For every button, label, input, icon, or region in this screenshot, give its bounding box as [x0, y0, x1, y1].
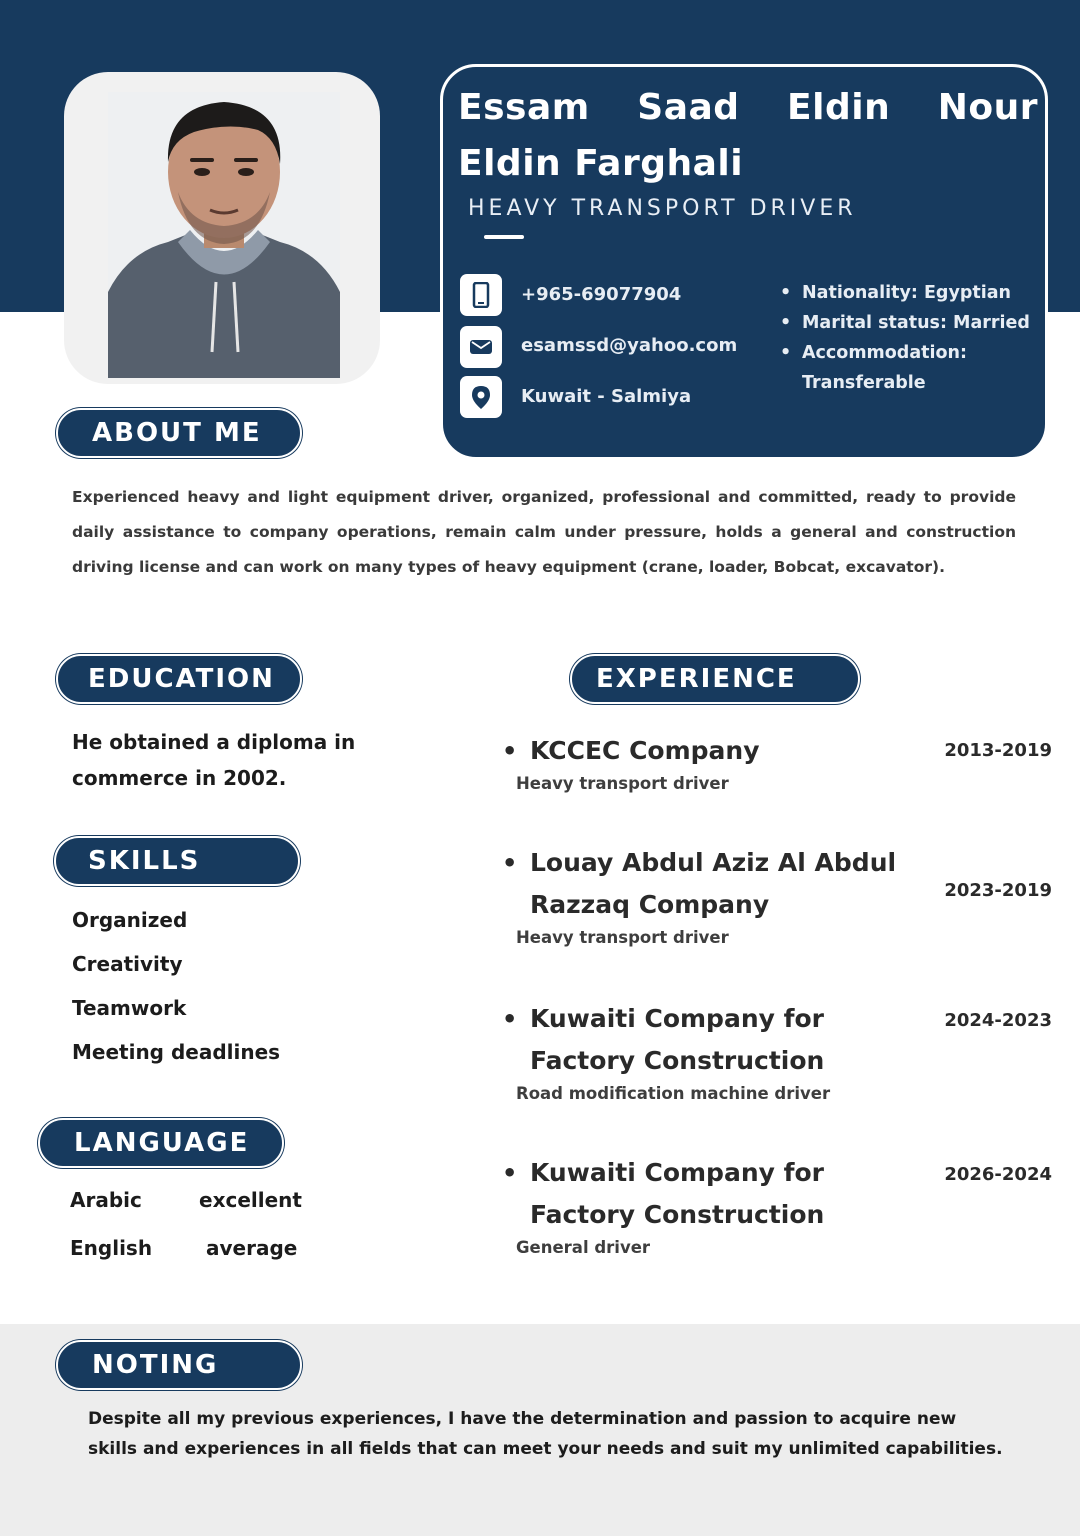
- detail-accommodation: • Accommodation: Transferable: [780, 338, 1050, 398]
- profile-photo: [108, 92, 340, 378]
- job-dates: 2026-2024: [944, 1164, 1052, 1185]
- candidate-name: Essam Saad Eldin Nour Eldin Farghali: [458, 87, 1038, 184]
- job-title: HEAVY TRANSPORT DRIVER: [468, 196, 857, 221]
- detail-marital-status: • Marital status: Married: [780, 308, 1050, 338]
- skills-list: [72, 898, 280, 1074]
- language-name: Arabic: [70, 1188, 142, 1212]
- job-dates: 2024-2023: [944, 1010, 1052, 1031]
- job-role: Heavy transport driver: [516, 774, 729, 793]
- profile-photo-frame: [64, 72, 380, 384]
- skill-item: Teamwork: [72, 996, 187, 1020]
- experience-item: [502, 998, 1062, 1103]
- job-role: Road modification machine driver: [516, 1084, 831, 1103]
- detail-nationality: • Nationality: Egyptian: [780, 278, 1050, 308]
- mail-icon: [460, 326, 502, 368]
- language-level: average: [206, 1236, 298, 1260]
- phone-number[interactable]: +965-69077904: [521, 284, 682, 305]
- skills-heading: SKILLS: [54, 836, 300, 886]
- phone-icon: [460, 274, 502, 316]
- email-address[interactable]: esamssd@yahoo.com: [521, 335, 738, 356]
- language-name: English: [70, 1236, 153, 1260]
- job-company: • Kuwaiti Company for Factory Construction: [502, 998, 910, 1082]
- noting-text: Despite all my previous experiences, I have the determination and passion to acquire new skills and experiences in all fields that can meet your needs and suit my unlimited capabilities.: [88, 1409, 1003, 1459]
- skill-item: Organized: [72, 908, 188, 932]
- job-dates: 2023-2019: [944, 880, 1052, 901]
- job-company: • Kuwaiti Company for Factory Construction: [502, 1152, 910, 1236]
- about-heading: ABOUT ME: [56, 408, 302, 458]
- language-level: excellent: [199, 1188, 302, 1212]
- language-heading: LANGUAGE: [38, 1118, 284, 1168]
- experience-item: [502, 730, 1062, 793]
- experience-heading: EXPERIENCE: [570, 654, 860, 704]
- job-company: • KCCEC Company: [502, 730, 910, 772]
- education-text: He obtained a diploma in commerce in 2002.: [72, 730, 356, 790]
- job-dates: 2013-2019: [944, 740, 1052, 761]
- job-company: • Louay Abdul Aziz Al Abdul Razzaq Company: [502, 842, 910, 926]
- location: Kuwait - Salmiya: [521, 386, 692, 407]
- skill-item: Meeting deadlines: [72, 1040, 281, 1064]
- title-divider: [484, 235, 524, 239]
- job-role: General driver: [516, 1238, 651, 1257]
- about-text: Experienced heavy and light equipment driver, organized, professional and committed, ready to provide daily assistance to company operations, remain calm under pressure, holds a general and construction driving license and can work on many types of heavy equipment (crane, loader, Bobcat, excavator).: [72, 488, 1016, 576]
- education-heading: EDUCATION: [56, 654, 302, 704]
- experience-item: [502, 1152, 1062, 1257]
- personal-details-list: [780, 278, 1050, 398]
- experience-item: [502, 842, 1062, 947]
- noting-heading: NOTING: [56, 1340, 302, 1390]
- job-role: Heavy transport driver: [516, 928, 729, 947]
- location-pin-icon: [460, 376, 502, 418]
- skill-item: Creativity: [72, 952, 183, 976]
